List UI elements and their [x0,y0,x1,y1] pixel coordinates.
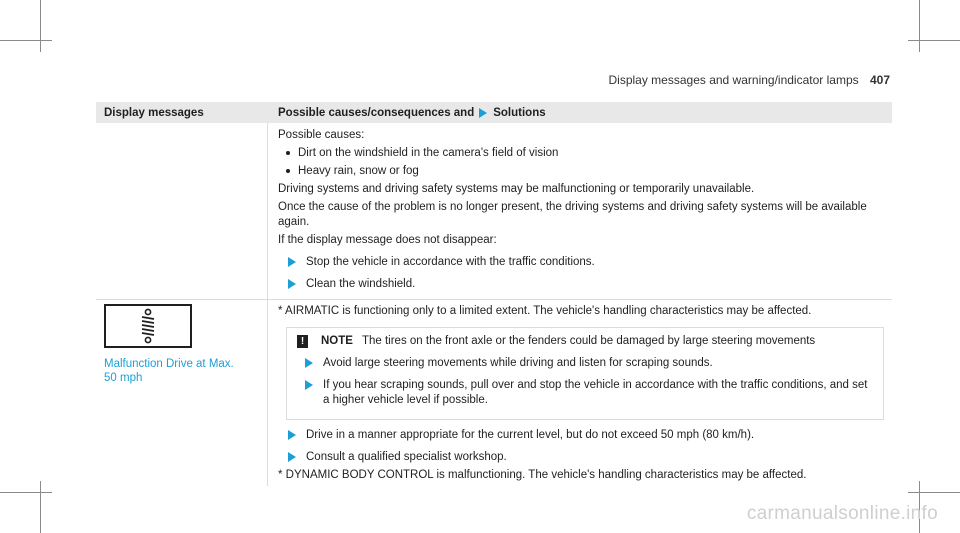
paragraph: Once the cause of the problem is no longer present, the driving systems and driving safety systems will be available again. [278,201,867,228]
table-row [96,300,892,486]
messages-table [96,102,892,486]
arrow-icon [305,358,313,368]
crop-mark [908,40,960,41]
table-row [96,123,892,300]
arrow-icon [305,380,313,390]
solution-step [278,450,884,465]
step-text: If you hear scraping sounds, pull over and stop the vehicle in accordance with the traffic conditions, and set a higher vehicle level if possible. [323,379,868,406]
note-step [295,378,875,408]
arrow-icon [479,108,487,118]
page-number: 407 [869,73,890,87]
cause-item: Dirt on the windshield in the camera's field of vision [284,146,884,161]
note-step [295,356,875,371]
airmatic-note: * AIRMATIC is functioning only to a limited extent. The vehicle's handling characteristics may be affected. [278,305,812,317]
causes-intro: Possible causes: [278,129,365,141]
col-header-display-messages: Display messages [104,106,204,119]
solution-step [278,428,884,443]
arrow-icon [288,452,296,462]
note-box [286,327,884,420]
step-text: Consult a qualified specialist workshop. [306,451,507,463]
solution-step [278,277,884,292]
watermark: carmanualsonline.info [746,503,938,524]
message-cell [96,123,268,299]
step-text: Clean the windshield. [306,278,416,290]
note-label: NOTE [321,335,353,347]
step-text: Drive in a manner appropriate for the current level, but do not exceed 50 mph (80 km/h). [306,429,755,441]
message-line: 50 mph [104,372,143,384]
message-cell [96,300,268,486]
solution-step [278,255,884,270]
crop-mark [40,481,41,533]
table-header [96,102,892,123]
suspension-spring-icon [104,304,192,348]
paragraph: If the display message does not disappear: [278,234,497,246]
crop-mark [908,492,960,493]
solution-cell [268,123,892,299]
display-message [104,357,267,385]
header-title: Display messages and warning/indicator lamps [608,73,859,87]
warning-icon: ! [297,335,308,348]
step-text: Stop the vehicle in accordance with the traffic conditions. [306,256,595,268]
crop-mark [40,0,41,52]
paragraph: Driving systems and driving safety systems may be malfunctioning or temporarily unavailable. [278,183,755,195]
step-text: Avoid large steering movements while driving and listen for scraping sounds. [323,357,713,369]
solution-cell [268,300,892,486]
col-header-causes-solutions [268,107,892,119]
arrow-icon [288,257,296,267]
col2-header-suffix: Solutions [493,106,546,119]
arrow-icon [288,430,296,440]
cause-item: Heavy rain, snow or fog [284,164,884,179]
note-header [295,334,875,349]
crop-mark [919,0,920,52]
crop-mark [0,492,52,493]
note-text: The tires on the front axle or the fenders could be damaged by large steering movements [361,335,816,347]
page-header [609,73,891,87]
crop-mark [0,40,52,41]
message-line: Malfunction Drive at Max. [104,358,234,370]
col2-header-prefix: Possible causes/consequences and [278,106,475,119]
dbc-note: * DYNAMIC BODY CONTROL is malfunctioning. The vehicle's handling characteristics may be affected. [278,469,807,481]
arrow-icon [288,279,296,289]
